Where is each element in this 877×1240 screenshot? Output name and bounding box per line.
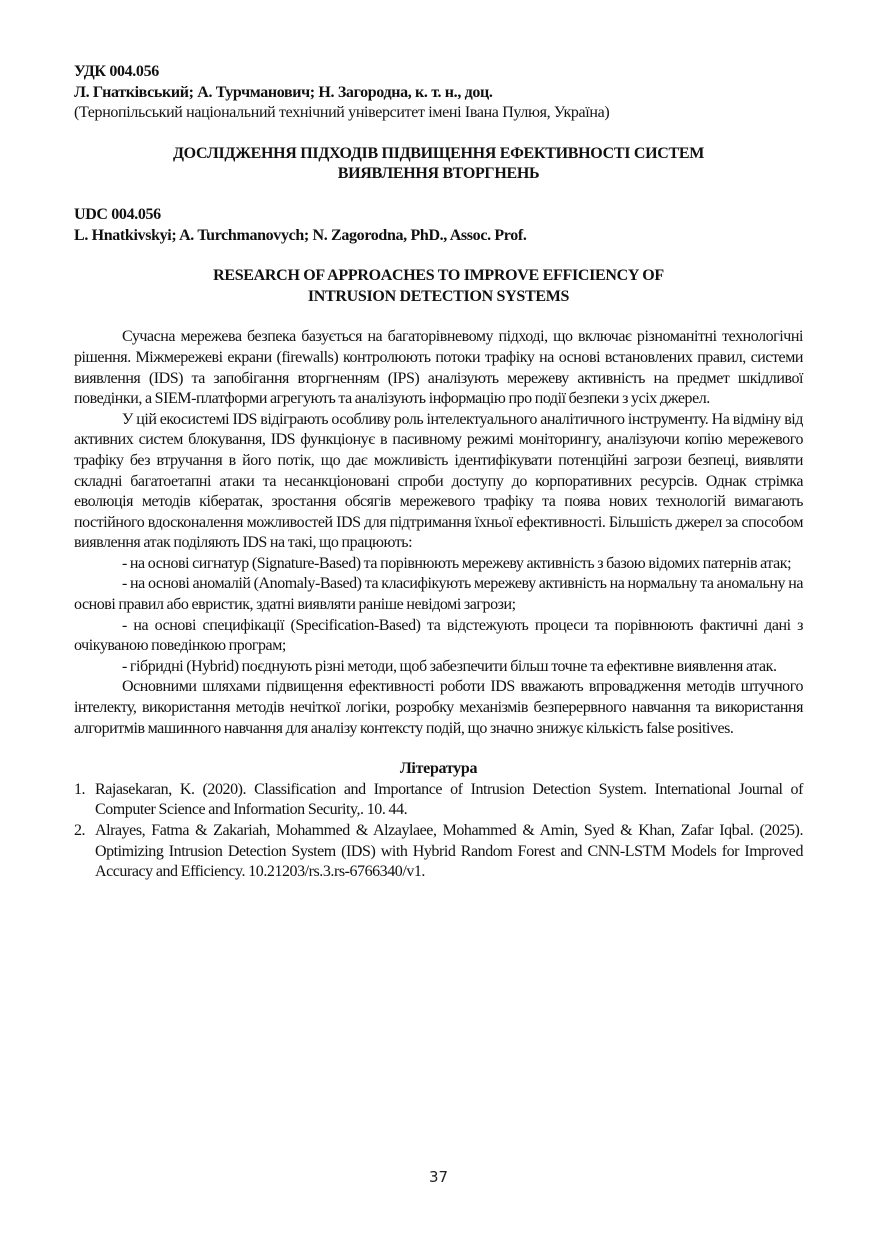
paper-page — [74, 62, 803, 883]
page-number: 37 — [428, 1168, 449, 1186]
reference-number: 1. — [74, 780, 86, 798]
list-item-anomaly-based: - на основі аномалій (Anomaly-Based) та класифікують мережеву активність на нормальну та аномальну на основі правил або евристик, здатні виявляти раніше невідомі загрози; — [74, 575, 803, 614]
udc-ua: УДК 004.056 — [74, 63, 159, 80]
title-en — [74, 266, 803, 307]
references-list — [74, 780, 803, 883]
list-item-hybrid: - гібридні (Hybrid) поєднують різні методи, щоб забезпечити більш точне та ефективне виявлення атак. — [122, 657, 777, 675]
list-item-signature-based: - на основі сигнатур (Signature-Based) та порівнюють мережеву активність з базою відомих патернів атак; — [122, 554, 792, 572]
references-heading: Література — [399, 760, 478, 778]
title-ua — [74, 144, 803, 185]
reference-text: Alrayes, Fatma & Zakariah, Mohammed & Alzaylaee, Mohammed & Amin, Syed & Khan, Zafar Iqbal. (2025). Optimizing Intrusion Detection System (IDS) with Hybrid Random Forest and CNN-LSTM Models for Improved Accuracy and Efficiency. 10.21203/rs.3.rs-6766340/v1. — [95, 822, 803, 881]
title-en-line2: INTRUSION DETECTION SYSTEMS — [307, 287, 570, 305]
reference-text: Rajasekaran, K. (2020). Classification and Importance of Intrusion Detection System. International Journal of Computer Science and Information Security,. 10. 44. — [95, 780, 803, 819]
reference-number: 2. — [74, 822, 86, 839]
udc-en: UDC 004.056 — [74, 205, 161, 223]
reference-item — [74, 780, 803, 821]
title-en-line1: RESEARCH OF APPROACHES TO IMPROVE EFFICIENCY OF — [213, 267, 664, 285]
authors-ua: Л. Гнатківський; А. Турчманович; Н. Загородна, к. т. н., доц. — [74, 83, 493, 101]
body-paragraph-conclusion: Основними шляхами підвищення ефективності роботи IDS вважають впровадження методів штучного інтелекту, використання методів нечіткої логіки, розробку механізмів безперервного навчання та використання алгоритмів машинного навчання для аналізу контексту подій, що значно знижує кількість false positives. — [74, 678, 803, 737]
reference-item — [74, 821, 803, 883]
body-paragraph-2: У цій екосистемі IDS відіграють особливу роль інтелектуального аналітичного інструменту. На відміну від активних систем блокування, IDS функціонує в пасивному режимі моніторингу, аналізуючи копію мережевого трафіку без втручання в його потік, що дає можливість ідентифікувати потенційні загрози безпеці, виявляти складні багатоетапні атаки та несанкціоновані спроби доступу до корпоративних ресурсів. Однак стрімка еволюція методів кібератак, зростання обсягів мережевого трафіку та поява нових технологій вимагають постійного вдосконалення можливостей IDS для підтримання їхньої ефективності. Більшість джерел за способом виявлення атак поділяють IDS на такі, що працюють: — [74, 410, 803, 552]
title-ua-line2: ВИЯВЛЕННЯ ВТОРГНЕНЬ — [337, 165, 540, 183]
article-body — [74, 327, 803, 739]
body-paragraph-1: Сучасна мережева безпека базується на багаторівневому підході, що включає різноманітні технологічні рішення. Міжмережеві екрани (firewalls) контролюють потоки трафіку на основі встановлених правил, системи виявлення (IDS) та запобігання вторгненням (IPS) аналізують мережеву активність на предмет шкідливої поведінки, а SIEM-платформи агрегують та аналізують інформацію про події безпеки з усіх джерел. — [74, 328, 803, 408]
title-ua-line1: ДОСЛІДЖЕННЯ ПІДХОДІВ ПІДВИЩЕННЯ ЕФЕКТИВНОСТІ СИСТЕМ — [172, 144, 705, 162]
list-item-specification-based: - на основі специфікації (Specification-Based) та відстежують процеси та порівнюють фактичні дані з очікуваною поведінкою програм; — [74, 616, 803, 655]
affiliation-ua: (Тернопільський національний технічний університет імені Івана Пулюя, Україна) — [74, 104, 610, 122]
authors-en: L. Hnatkivskyi; A. Turchmanovych; N. Zagorodna, PhD., Assoc. Prof. — [74, 226, 527, 244]
